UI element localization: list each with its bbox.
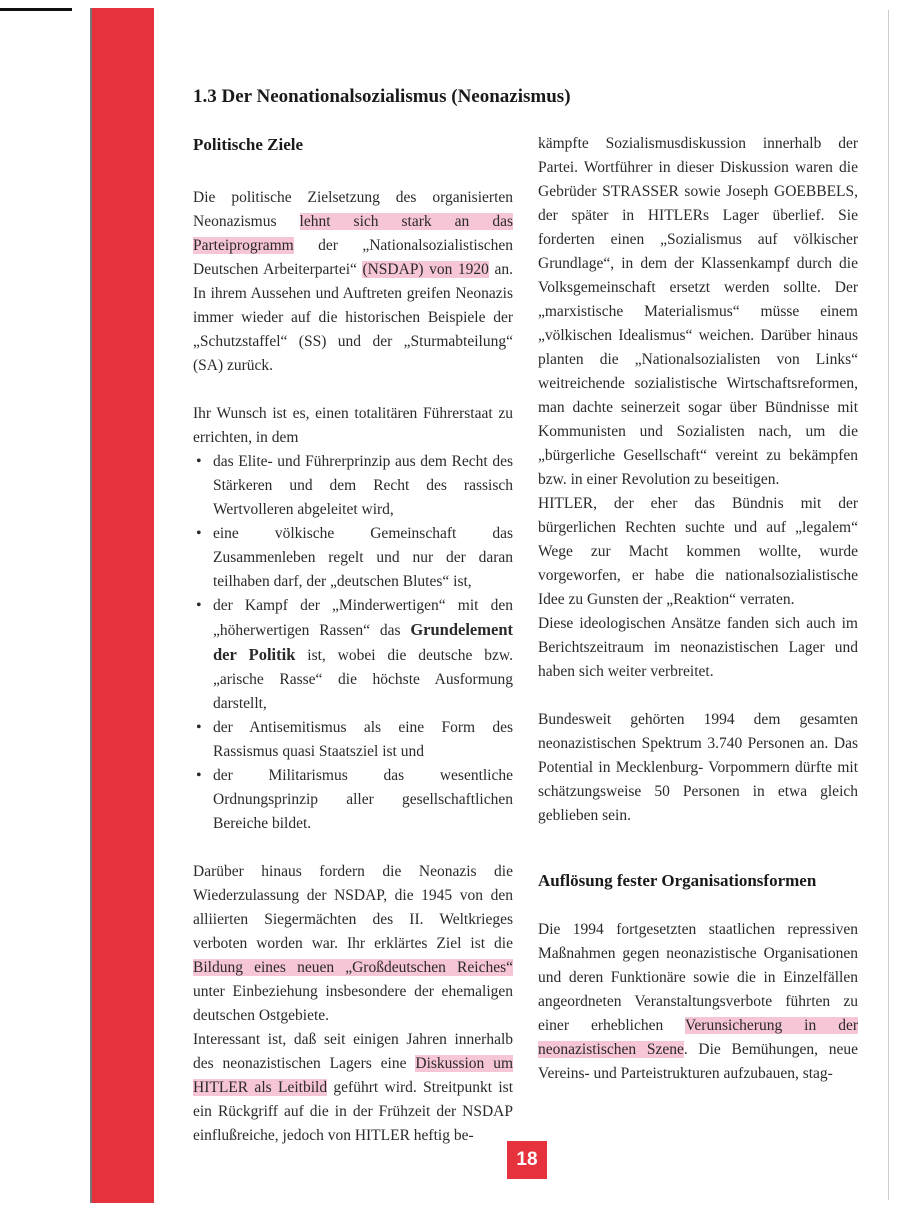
text-run: der Militarismus das wesentliche Ordnungsprinzip aller gesellschaftlichen Bereiche bildet. xyxy=(213,767,513,832)
goals-list-item xyxy=(193,716,513,764)
text-run: geführt wird. Streitpunkt ist ein Rückgriff auf die in der Frühzeit der NSDAP einflußreiche, jedoch von HITLER heftig be- xyxy=(193,1079,514,1144)
goals-list xyxy=(193,450,513,836)
heading-aufloesung: Auflösung fester Organisationsformen xyxy=(538,871,817,890)
text-run: Darüber hinaus fordern die Neonazis die Wiederzulassung der NSDAP, die 1945 von den alliierten Siegermächten des II. Weltkrieges verboten worden war. Ihr erklärtes Ziel ist die xyxy=(193,863,513,952)
goals-list-item xyxy=(193,522,513,594)
goals-list-item xyxy=(193,764,513,836)
goals-list-item xyxy=(193,450,513,522)
highlighted-text: Verunsicherung in der neonazistischen Szene xyxy=(538,1017,858,1058)
right-paragraph-2: HITLER, der eher das Bündnis mit der bürgerlichen Rechten suchte und auf „legalem“ Wege zur Macht kommen wollte, wurde vorgeworfen, er habe die nationalsozialistische Idee zu Gunsten der „Reaktion“ verraten. xyxy=(538,495,858,608)
scan-edge-right xyxy=(888,10,889,1200)
text-run: eine völkische Gemeinschaft das Zusammenleben regelt und nur der daran teilhaben darf, der „deutschen Blutes“ ist, xyxy=(213,525,513,590)
text-run: ist, wobei die deutsche bzw. „arische Rasse“ die höchste Ausformung darstellt, xyxy=(213,647,513,712)
text-run: Die 1994 fortgesetzten staatlichen repressiven Maßnahmen gegen neonazistische Organisationen und deren Funktionäre sowie die in Einzelfällen angeordneten Veranstaltungsverbote führten zu einer erheblichen xyxy=(538,921,858,1034)
heading-politische-ziele: Politische Ziele xyxy=(193,135,304,154)
left-paragraph-2: Ihr Wunsch ist es, einen totalitären Führerstaat zu errichten, in dem xyxy=(193,405,513,446)
text-run: das Elite- und Führerprinzip aus dem Recht des Stärkeren und dem Recht des rassisch Wertvolleren abgeleitet wird, xyxy=(213,453,513,518)
highlighted-text: lehnt sich stark an das Parteiprogramm xyxy=(193,213,513,254)
section-title xyxy=(193,86,571,108)
left-paragraph-4 xyxy=(193,1028,513,1148)
right-paragraph-3: Diese ideologischen Ansätze fanden sich auch im Berichtszeitraum im neonazistischen Lager und haben sich weiter verbreitet. xyxy=(538,615,858,680)
left-paragraph-1 xyxy=(193,186,513,378)
text-run: an. In ihrem Aussehen und Auftreten greifen Neonazis immer wieder auf die historischen Beispiele der „Schutzstaffel“ (SS) und der „Sturmabteilung“ (SA) zurück. xyxy=(193,261,513,374)
section-number: 1.3 xyxy=(193,86,217,107)
left-paragraph-3 xyxy=(193,860,513,1028)
page-number: 18 xyxy=(507,1141,547,1179)
text-run: . Die Bemühungen, neue Vereins- und Parteistrukturen aufzubauen, stag- xyxy=(538,1041,858,1082)
red-margin-band xyxy=(92,8,154,1203)
right-paragraph-1: kämpfte Sozialismusdiskussion innerhalb der Partei. Wortführer in dieser Diskussion waren die Gebrüder STRASSER sowie Joseph GOEBBELS, der später in HITLERs Lager überlief. Sie forderten einen „Sozialismus auf völkischer Grundlage“, in dem der Klassenkampf durch die Volksgemeinschaft ersetzt werden sollte. Der „marxistische Materialismus“ müsse einem „völkischen Idealismus“ weichen. Darüber hinaus planten die „Nationalsozialisten von Links“ weitreichende sozialistische Wirtschaftsreformen, man dachte seinerzeit sogar über Bündnisse mit Kommunisten und Sozialisten nach, um die „bürgerliche Gesellschaft“ vereint zu bekämpfen bzw. in einer Revolution zu beseitigen. xyxy=(538,135,858,488)
text-run: der „Nationalsozialistischen Deutschen Arbeiterpartei“ xyxy=(193,237,513,278)
right-paragraph-5 xyxy=(538,918,858,1086)
right-column xyxy=(538,132,858,1086)
goals-list-item xyxy=(193,594,513,716)
text-run: unter Einbeziehung insbesondere der ehemaligen deutschen Ostgebiete. xyxy=(193,983,513,1024)
text-run: Interessant ist, daß seit einigen Jahren innerhalb des neonazistischen Lagers eine xyxy=(193,1031,513,1072)
highlighted-text: Diskussion um HITLER als Leitbild xyxy=(193,1055,513,1096)
bold-text: Grundelement der Politik xyxy=(213,620,513,664)
text-run: Die politische Zielsetzung des organisierten Neonazismus xyxy=(193,189,513,230)
highlighted-text: Bildung eines neuen „Großdeutschen Reiches“ xyxy=(193,959,513,976)
section-title-text: Der Neonationalsozialismus (Neonazismus) xyxy=(221,86,571,107)
right-paragraph-4: Bundesweit gehörten 1994 dem gesamten neonazistischen Spektrum 3.740 Personen an. Das Potential in Mecklenburg- Vorpommern dürfte mit schätzungsweise 50 Personen in etwa gleich geblieben sein. xyxy=(538,711,858,824)
highlighted-text: (NSDAP) von 1920 xyxy=(362,261,489,278)
text-run: der Kampf der „Minderwertigen“ mit den „höherwertigen Rassen“ das xyxy=(213,597,513,639)
scan-edge-top xyxy=(0,8,72,11)
text-run: der Antisemitismus als eine Form des Rassismus quasi Staatsziel ist und xyxy=(213,719,513,760)
left-column xyxy=(193,132,513,1148)
